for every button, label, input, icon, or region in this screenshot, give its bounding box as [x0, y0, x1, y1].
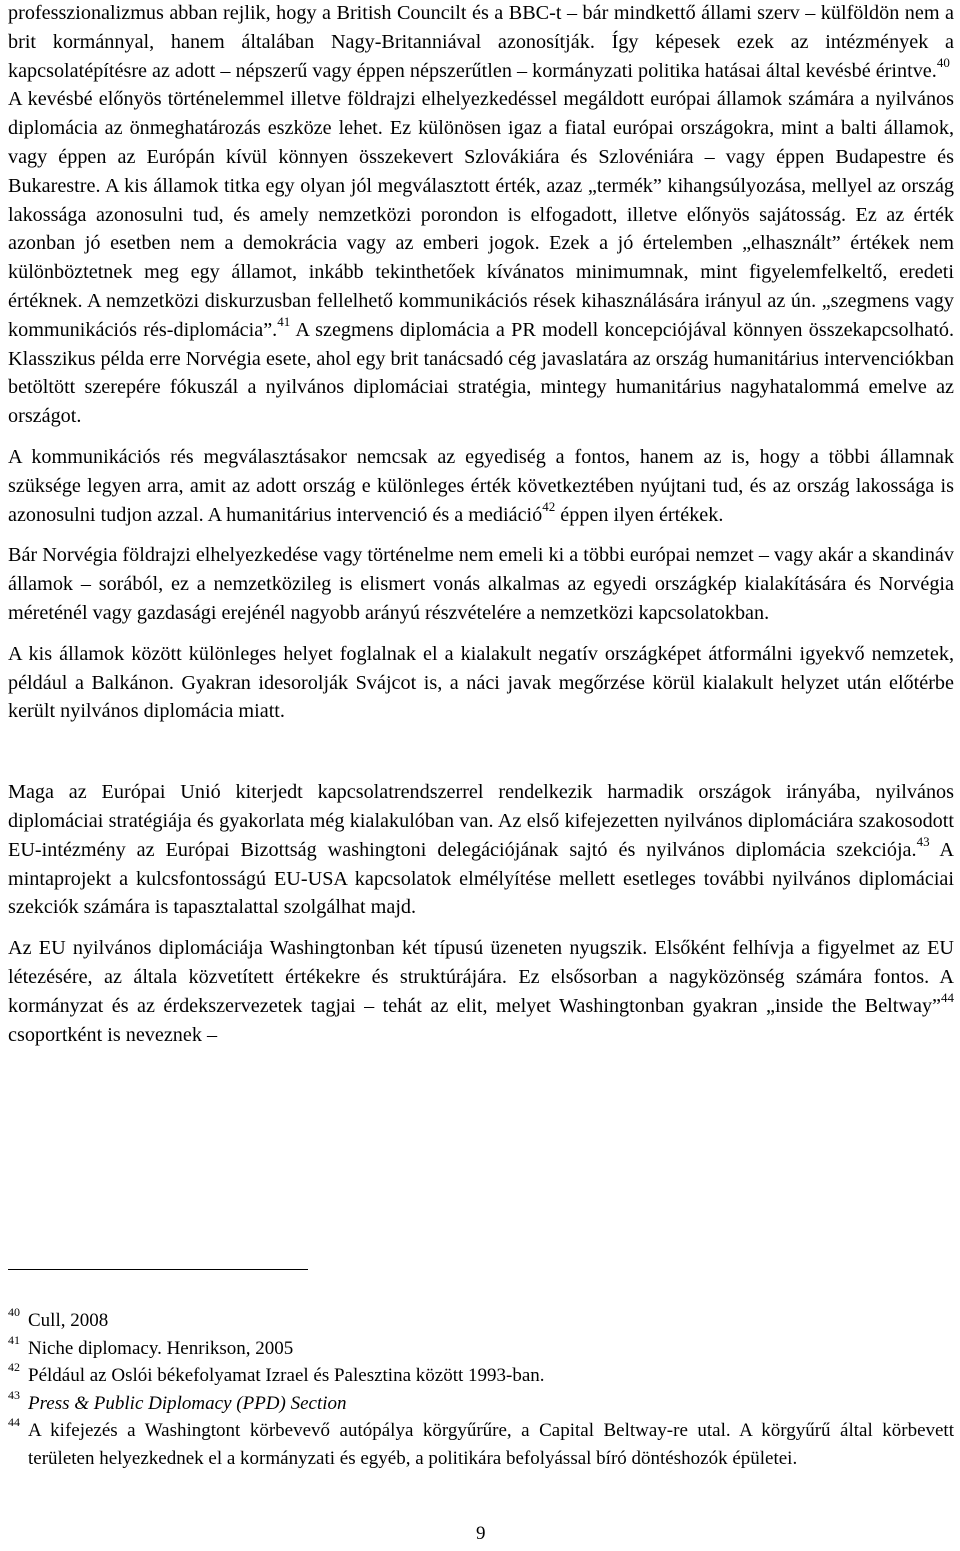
- paragraph-2-text-b: A szegmens diplomácia a PR modell koncepciójával könnyen összekapcsolható. Klasszikus példa erre Norvégia esete, ahol egy brit tanácsadó cég javaslatára az ország humanitárius intervenciókban betöltött szerepére fókuszál a nyilvános diplomáciai stratégia, mintegy humanitárius nagyhatalommá emelve az országot.: [8, 318, 954, 428]
- document-page: [8, 0, 954, 1544]
- footnote-ref-40[interactable]: 40: [936, 54, 950, 70]
- footnote-text: Niche diplomacy. Henrikson, 2005: [28, 1337, 294, 1359]
- footnote-40: [8, 1307, 954, 1335]
- paragraph-2-text-a: A kevésbé előnyös történelemmel illetve földrajzi elhelyezkedéssel megáldott európai államok számára a nyilvános diplomácia az önmeghatározás eszköze lehet. Ez különösen igaz a fiatal európai országokra, mint a balti államok, vagy éppen az Európán kívül könnyen összekevert Szlovákiára és Szlovéniára – vagy éppen Budapestre és Bukarestre. A kis államok titka egy olyan jól megválasztott érték, azaz „termék” kihangsúlyozása, mellyel az ország lakossága azonosulni tud, és amely nemzetközi porondon is elfogadott, illetve előnyös sajátosság. Ez az érték azonban jó esetben nem a demokrácia vagy az emberi jogok. Ezek a jó értelemben „elhasznált” értékek nem különböztetnek meg egy államot, inkább tekinthetőek kívánatos minimumnak, mint figyelemfelkeltő, eredeti értéknek. A nemzetközi diskurzusban fellelhető kommunikációs rések kihasználására irányul az ún. „szegmens vagy kommunikációs rés-diplomácia”.: [8, 88, 954, 341]
- paragraph-5: A kis államok között különleges helyet foglalnak el a kialakult negatív országképet átformálni igyekvő nemzetek, például a Balkánon. Gyakran idesorolják Svájcot is, a náci javak megőrzése körül kialakult helyzet után előtérbe került nyilvános diplomácia miatt.: [8, 642, 954, 723]
- paragraph-1-text: professzionalizmus abban rejlik, hogy a British Councilt és a BBC-t – bár mindkettő állami szerv – külföldön nem a brit kormánnyal, hanem általában Nagy-Britanniával azonosítják. Így képesek ezek az intézmények a kapcsolatépítésre az adott – népszerű vagy éppen népszerűtlen – kormányzati politika hatásai által kevésbé érintve.: [8, 2, 954, 82]
- footnote-ref-41[interactable]: 41: [277, 314, 291, 330]
- footnote-text: Például az Oslói békefolyamat Izrael és Palesztina között 1993-ban.: [28, 1365, 545, 1387]
- paragraph-3-text-a: A kommunikációs rés megválasztásakor nemcsak az egyediség a fontos, hanem az is, hogy a többi államnak szüksége legyen arra, amit az adott ország e különleges érték következtében nyújtani tud, és az ország lakossága is azonosulni tudjon azzal. A humanitárius intervenció és a mediáció: [8, 445, 954, 526]
- footnote-ref-43[interactable]: 43: [916, 833, 930, 849]
- footnote-separator: [8, 1269, 308, 1270]
- paragraph-3: [8, 443, 954, 529]
- footnote-text: Press & Public Diplomacy (PPD) Section: [28, 1392, 347, 1414]
- paragraph-3-text-b: éppen ilyen értékek.: [555, 503, 724, 526]
- footnote-text: Cull, 2008: [28, 1310, 109, 1331]
- footnote-number: 40: [8, 1305, 20, 1319]
- footnote-number: 43: [8, 1387, 20, 1402]
- paragraph-4: Bár Norvégia földrajzi elhelyezkedése vagy történelme nem emeli ki a többi európai nemzet – vagy akár a skandináv államok – sorából, ez a nemzetközileg is elismert vonás alkalmas az egyedi országkép kialakítására és Norvégia méreténél vagy gazdasági erejénél nagyobb arányú részvételére a nemzetközi kapcsolatokban.: [8, 544, 954, 624]
- footnote-ref-44[interactable]: 44: [941, 989, 954, 1005]
- paragraph-7-text-a: Az EU nyilvános diplomáciája Washingtonban két típusú üzeneten nyugszik. Elsőként felhívja a figyelmet az EU létezésére, az általa közvetített értékekre és struktúrájára. Ez elsősorban a nagyközönség számára fontos. A kormányzat és az érdekszervezetek tagjai – tehát az elit, melyet Washingtonban gyakran „inside the Beltway”: [8, 937, 954, 1017]
- page-number: 9: [476, 1523, 486, 1544]
- footnote-text: A kifejezés a Washingtont körbevevő autópálya körgyűrűre, a Capital Beltway-re utal. A körgyűrű által körbevett területen helyezkednek el a kormányzati és egyéb, a politikára befolyással bíró döntéshozók épületei.: [28, 1420, 954, 1469]
- paragraph-1: [8, 0, 954, 85]
- paragraph-6-text-a: Maga az Európai Unió kiterjedt kapcsolatrendszerrel rendelkezik harmadik országok irányába, nyilvános diplomáciai stratégiája és gyakorlata még kialakulóban van. Az első kifejezetten nyilvános diplomáciára szakosodott EU-intézmény az Európai Bizottság washingtoni delegációjának sajtó és nyilvános diplomácia szekciója.: [8, 781, 954, 861]
- footnote-42: [8, 1362, 954, 1390]
- footnote-41: [8, 1332, 954, 1363]
- footnote-number: 44: [8, 1415, 20, 1430]
- paragraph-6: [8, 778, 954, 922]
- footnote-43: [8, 1387, 954, 1418]
- paragraph-6-text-b: A mintaprojekt a kulcsfontosságú EU-USA kapcsolatok elmélyítése mellett esetleges további nyilvános diplomáciai szekciók számára is tapasztalattal szolgálhat majd.: [8, 838, 954, 919]
- paragraph-2: [8, 85, 954, 431]
- paragraph-7-text-b: csoportként is neveznek –: [8, 1023, 218, 1046]
- footnote-ref-42[interactable]: 42: [542, 498, 556, 514]
- footnote-44: [8, 1417, 954, 1472]
- paragraph-7: [8, 934, 954, 1049]
- footnote-number: 42: [8, 1360, 20, 1375]
- footnote-number: 41: [8, 1332, 20, 1347]
- footnotes: [8, 1307, 954, 1473]
